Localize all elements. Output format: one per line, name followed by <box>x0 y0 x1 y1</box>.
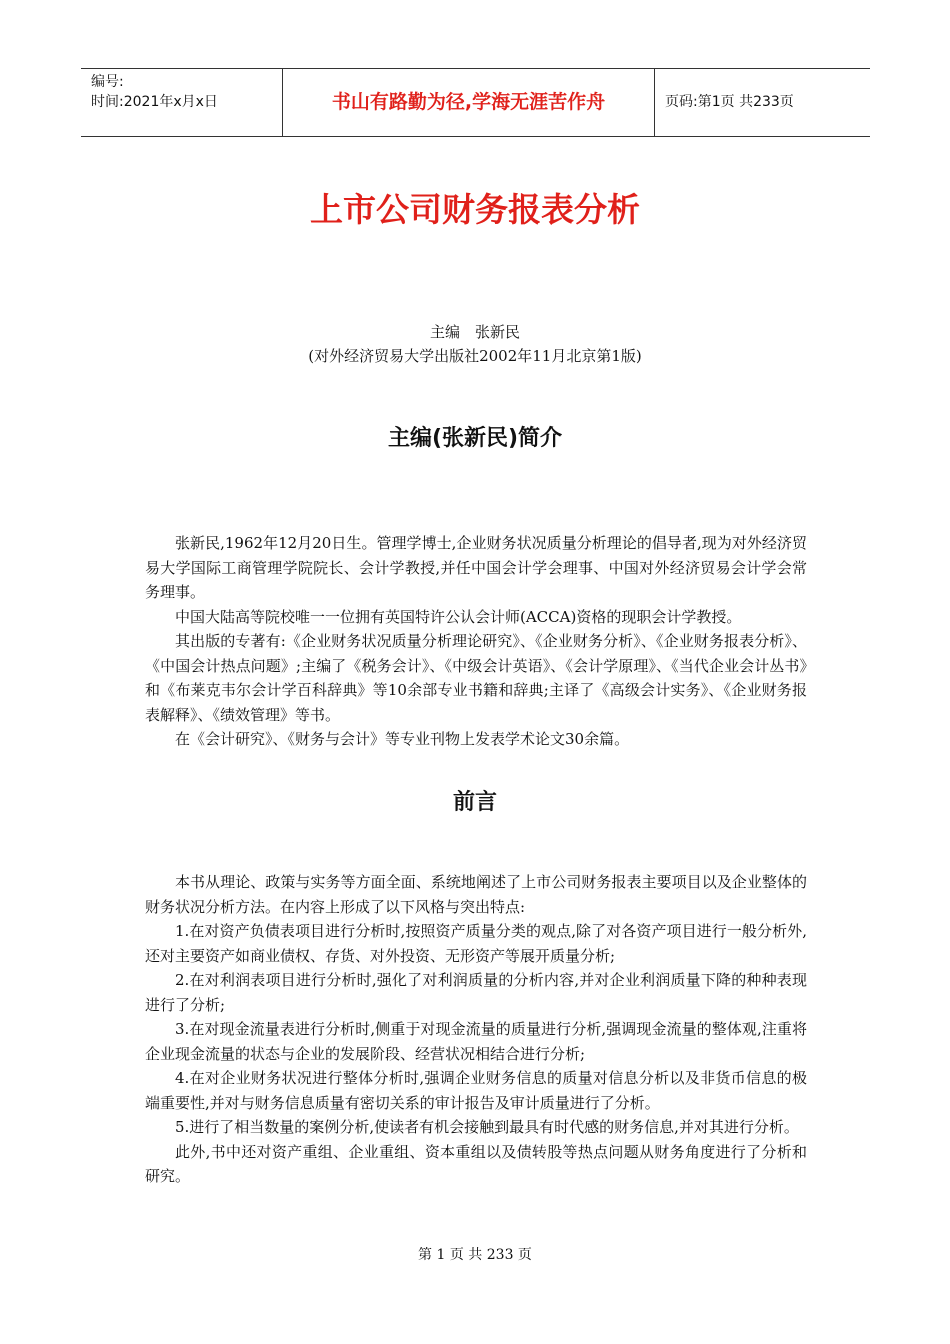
preface-paragraph: 4.在对企业财务状况进行整体分析时,强调企业财务信息的质量对信息分析以及非货币信息的极端重要性,并对与财务信息质量有密切关系的审计报告及审计质量进行了分析。 <box>145 1069 807 1112</box>
time-label: 时间:2021年x月x日 <box>91 94 218 110</box>
header-motto: 书山有路勤为径,学海无涯苦作舟 <box>283 69 655 136</box>
page-header <box>81 68 870 137</box>
preface-paragraph: 1.在对资产负债表项目进行分析时,按照资产质量分类的观点,除了对各资产项目进行一般分析外,还对主要资产如商业债权、存货、对外投资、无形资产等展开质量分析; <box>145 922 807 965</box>
header-page-info: 页码:第1页 共233页 <box>665 94 794 110</box>
number-label: 编号: <box>91 74 124 90</box>
preface-paragraph: 2.在对利润表项目进行分析时,强化了对利润质量的分析内容,并对企业利润质量下降的种种表现进行了分析; <box>145 971 807 1014</box>
preface-paragraph: 3.在对现金流量表进行分析时,侧重于对现金流量的质量进行分析,强调现金流量的整体观,注重将企业现金流量的状态与企业的发展阶段、经营状况相结合进行分析; <box>145 1020 807 1063</box>
bio-paragraph: 其出版的专著有:《企业财务状况质量分析理论研究》、《企业财务分析》、《企业财务报表分析》、《中国会计热点问题》;主编了《税务会计》、《中级会计英语》、《会计学原理》、《当代企业会计丛书》和《布莱克韦尔会计学百科辞典》等10余部专业书籍和辞典;主译了《高级会计实务》、《企业财务报表解释》、《绩效管理》等书。 <box>145 632 807 724</box>
document-title: 上市公司财务报表分析 <box>310 190 640 229</box>
bio-heading: 主编(张新民)简介 <box>387 426 563 451</box>
preface-paragraph: 本书从理论、政策与实务等方面全面、系统地阐述了上市公司财务报表主要项目以及企业整体的财务状况分析方法。在内容上形成了以下风格与突出特点: <box>145 873 807 916</box>
publisher-line: (对外经济贸易大学出版社2002年11月北京第1版) <box>308 347 642 365</box>
preface-paragraph: 5.进行了相当数量的案例分析,使读者有机会接触到最具有时代感的财务信息,并对其进行分析。 <box>175 1118 799 1136</box>
bio-paragraph: 在《会计研究》、《财务与会计》等专业刊物上发表学术论文30余篇。 <box>175 730 630 748</box>
bio-paragraph: 张新民,1962年12月20日生。管理学博士,企业财务状况质量分析理论的倡导者,现为对外经济贸易大学国际工商管理学院院长、会计学教授,并任中国会计学会理事、中国对外经济贸易会计学会常务理事。 <box>145 534 807 601</box>
preface-paragraph: 此外,书中还对资产重组、企业重组、资本重组以及债转股等热点问题从财务角度进行了分析和研究。 <box>145 1142 807 1185</box>
preface-heading: 前言 <box>452 790 497 815</box>
page-footer: 第 1 页 共 233 页 <box>418 1247 532 1263</box>
header-meta <box>81 69 283 136</box>
preface-body <box>145 870 807 1189</box>
bio-paragraph: 中国大陆高等院校唯一一位拥有英国特许公认会计师(ACCA)资格的现职会计学教授。 <box>175 607 742 626</box>
bio-body <box>145 531 807 752</box>
editor-line: 主编 张新民 <box>429 323 520 341</box>
